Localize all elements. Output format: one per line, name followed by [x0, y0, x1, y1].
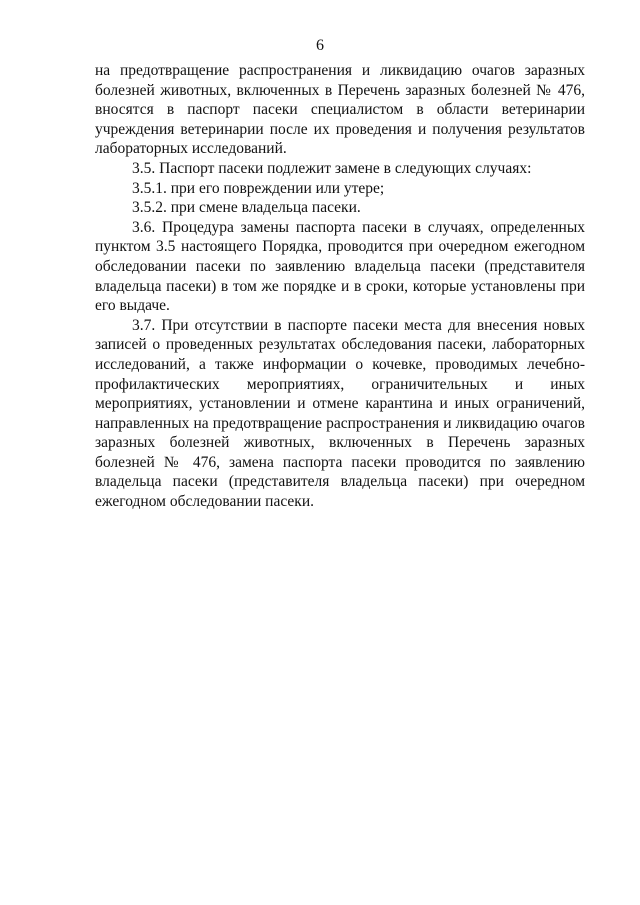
paragraph-3-6: 3.6. Процедура замены паспорта пасеки в случаях, определенных пунктом 3.5 настоящего Порядка, проводится при очередном ежегодном обследовании пасеки по заявлению владельца пасеки (представителя владельца пасеки) в том же порядке и в сроки, которые установлены при его выдаче.: [95, 218, 585, 315]
paragraph-continuation: на предотвращение распространения и ликвидацию очагов заразных болезней животных, включенных в Перечень заразных болезней № 476, вносятся в паспорт пасеки специалистом в области ветеринарии учреждения ветеринарии после их проведения и получения результатов лабораторных исследований.: [95, 62, 585, 158]
paragraph-3-5-1: 3.5.1. при его повреждении или утере;: [132, 179, 385, 197]
page-number: 6: [316, 37, 324, 54]
paragraph-3-7: 3.7. При отсутствии в паспорте пасеки места для внесения новых записей о проведенных результатах обследования пасеки, лабораторных исследований, а также информации о кочевке, проводимых лечебно-профилактических мероприятиях, ограничительных и иных мероприятиях, установлении и отмене карантина и иных ограничений, направленных на предотвращение распространения и ликвидацию очагов заразных болезней животных, включенных в Перечень заразных болезней № 476, замена паспорта пасеки проводится по заявлению владельца пасеки (представителя владельца пасеки) при очередном ежегодном обследовании пасеки.: [95, 316, 585, 511]
body-text: [95, 61, 585, 512]
paragraph-3-5-2: 3.5.2. при смене владельца пасеки.: [132, 199, 361, 217]
paragraph-3-5: 3.5. Паспорт пасеки подлежит замене в следующих случаях:: [132, 159, 532, 177]
